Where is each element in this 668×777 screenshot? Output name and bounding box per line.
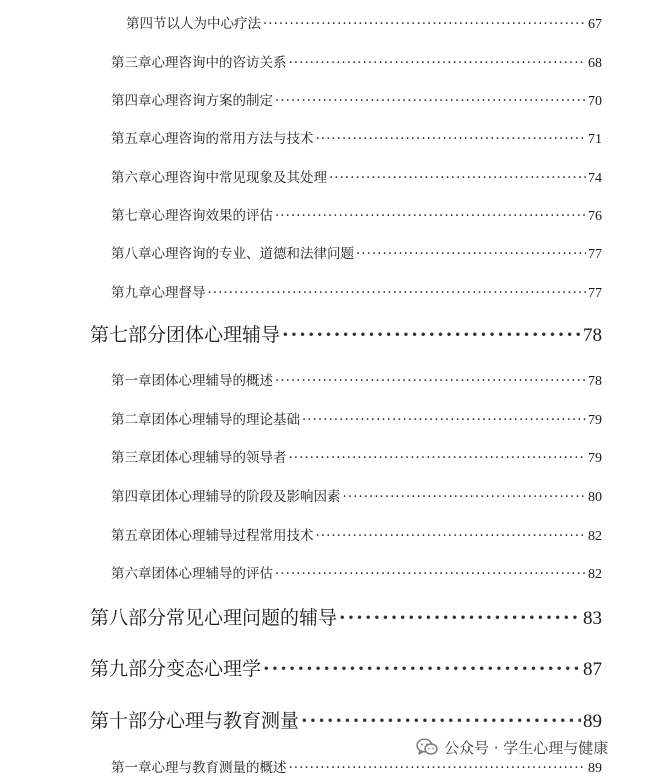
entry-page-number: 83 [583,608,602,629]
entry-title: 团体心理辅导过程常用技术 [151,528,314,544]
entry-page-number: 78 [588,374,602,389]
entry-page-number: 68 [588,56,602,71]
entry-number: 第五章 [111,131,152,147]
dot-leader [289,760,587,776]
dot-leader [316,528,587,544]
entry-title: 以人为中心疗法 [166,16,261,32]
dot-leader [289,450,587,466]
entry-number: 第一章 [111,373,152,389]
dot-leader [289,55,587,71]
entry-page-number: 74 [588,171,602,186]
entry-page-number: 80 [588,490,602,505]
dot-leader [263,658,581,680]
entry-number: 第六章 [111,170,152,186]
entry-page-number: 82 [588,567,602,582]
entry-title: 团体心理辅导的理论基础 [151,412,300,428]
entry-number: 第三章 [111,450,152,466]
toc-entry-chapter[interactable] [111,562,602,582]
toc-entry-chapter[interactable] [111,204,602,224]
entry-number: 第八部分 [90,607,167,629]
toc-entry-chapter[interactable] [111,127,602,147]
entry-number: 第十部分 [90,710,167,732]
entry-title: 团体心理辅导的领导者 [151,450,287,466]
entry-title: 心理与教育测量 [166,710,300,732]
entry-title: 变态心理学 [166,658,262,680]
entry-number: 第七章 [111,208,152,224]
entry-page-number: 78 [583,325,602,346]
dot-leader [329,170,586,186]
toc-entry-chapter[interactable] [111,369,602,389]
entry-number: 第八章 [111,246,152,262]
toc-entry-chapter[interactable] [111,446,602,466]
entry-page-number: 77 [588,286,602,301]
entry-title: 心理咨询中的咨访关系 [151,55,287,71]
dot-leader [263,16,586,32]
entry-page-number: 71 [588,132,602,147]
toc-entry-chapter[interactable] [111,524,602,544]
toc-entry-chapter[interactable] [111,281,602,301]
entry-number: 第二章 [111,412,152,428]
dot-leader [343,489,587,505]
entry-page-number: 79 [588,451,602,466]
toc-entry-chapter[interactable] [111,242,602,262]
wechat-icon [416,738,438,756]
entry-title: 常见心理问题的辅导 [166,607,338,629]
entry-number: 第四节 [126,16,167,32]
toc-entry-chapter[interactable] [111,89,602,109]
entry-page-number: 76 [588,209,602,224]
toc-entry-part[interactable] [90,320,602,348]
dot-leader [316,131,587,147]
entry-title: 心理咨询效果的评估 [151,208,273,224]
entry-number: 第九部分 [90,658,167,680]
dot-leader [208,285,587,301]
entry-page-number: 87 [583,659,602,680]
entry-number: 第五章 [111,528,152,544]
dot-leader [275,373,586,389]
dot-leader [339,607,581,629]
entry-title: 团体心理辅导 [166,324,281,346]
dot-leader [275,208,586,224]
dot-leader [301,710,581,732]
entry-number: 第九章 [111,285,152,301]
toc-entry-part[interactable] [90,603,602,631]
toc-entry-chapter[interactable] [111,51,602,71]
watermark-text: 公众号 · 学生心理与健康 [444,738,609,757]
toc-entry-chapter[interactable] [111,408,602,428]
entry-number: 第四章 [111,93,152,109]
dot-leader [275,93,586,109]
entry-title: 心理与教育测量的概述 [151,760,287,776]
entry-title: 心理咨询的专业、道德和法律问题 [151,246,354,262]
entry-number: 第三章 [111,55,152,71]
entry-number: 第一章 [111,760,152,776]
dot-leader [275,566,586,582]
entry-title: 心理督导 [151,285,206,301]
entry-title: 心理咨询中常见现象及其处理 [151,170,327,186]
entry-page-number: 77 [588,247,602,262]
entry-title: 团体心理辅导的评估 [151,566,273,582]
dot-leader [302,412,586,428]
entry-page-number: 79 [588,413,602,428]
wechat-watermark [412,733,612,761]
entry-page-number: 89 [588,761,602,776]
entry-title: 心理咨询方案的制定 [151,93,273,109]
entry-number: 第六章 [111,566,152,582]
entry-page-number: 82 [588,529,602,544]
entry-number: 第七部分 [90,324,167,346]
entry-page-number: 70 [588,94,602,109]
entry-title: 心理咨询的常用方法与技术 [151,131,314,147]
toc-entry-chapter[interactable] [111,485,602,505]
toc-entry-section[interactable] [126,12,602,32]
entry-page-number: 67 [588,17,602,32]
entry-title: 团体心理辅导的概述 [151,373,273,389]
entry-title: 团体心理辅导的阶段及影响因素 [151,489,341,505]
toc-entry-part[interactable] [90,706,602,734]
entry-page-number: 89 [583,711,602,732]
dot-leader [356,246,586,262]
toc-entry-part[interactable] [90,654,602,682]
entry-number: 第四章 [111,489,152,505]
dot-leader [282,324,581,346]
toc-entry-chapter[interactable] [111,166,602,186]
